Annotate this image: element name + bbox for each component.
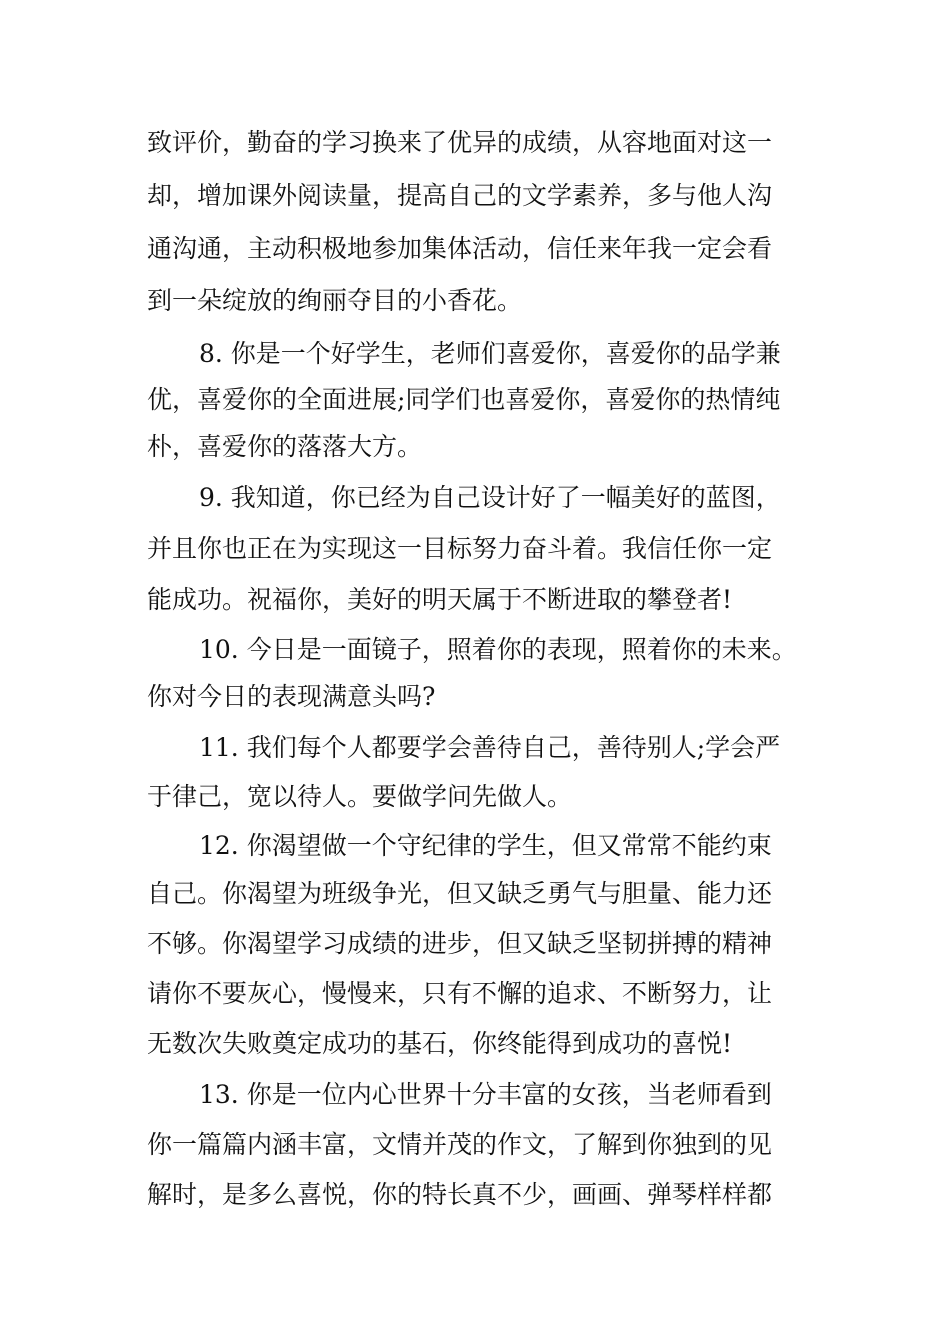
text-line: 致评价，勤奋的学习换来了优异的成绩，从容地面对这一	[147, 128, 773, 157]
text-line: 10. 今日是一面镜子，照着你的表现，照着你的未来。	[199, 635, 797, 664]
text-line: 12. 你渴望做一个守纪律的学生，但又常常不能约束	[199, 831, 772, 860]
text-line: 8. 你是一个好学生，老师们喜爱你，喜爱你的品学兼	[199, 339, 781, 368]
text-line: 解时，是多么喜悦，你的特长真不少，画画、弹琴样样都	[147, 1180, 773, 1209]
text-line: 自己。你渴望为班级争光，但又缺乏勇气与胆量、能力还	[147, 879, 773, 908]
text-line: 请你不要灰心，慢慢来，只有不懈的追求、不断努力，让	[147, 979, 773, 1008]
text-line: 11. 我们每个人都要学会善待自己，善待别人;学会严	[199, 733, 781, 762]
text-line: 到一朵绽放的绚丽夺目的小香花。	[147, 286, 523, 315]
text-line: 优，喜爱你的全面进展;同学们也喜爱你，喜爱你的热情纯	[147, 385, 781, 414]
text-line: 不够。你渴望学习成绩的进步，但又缺乏坚韧拼搏的精神	[147, 929, 773, 958]
text-line: 通沟通，主动积极地参加集体活动，信任来年我一定会看	[147, 234, 773, 263]
text-line: 13. 你是一位内心世界十分丰富的女孩，当老师看到	[199, 1080, 772, 1109]
text-line: 并且你也正在为实现这一目标努力奋斗着。我信任你一定	[147, 534, 773, 563]
text-line: 无数次失败奠定成功的基石，你终能得到成功的喜悦!	[147, 1029, 733, 1058]
text-line: 于律己，宽以待人。要做学问先做人。	[147, 782, 573, 811]
text-line: 却，增加课外阅读量，提高自己的文学素养，多与他人沟	[147, 181, 773, 210]
text-line: 9. 我知道，你已经为自己设计好了一幅美好的蓝图，	[199, 483, 781, 512]
text-line: 朴，喜爱你的落落大方。	[147, 432, 423, 461]
text-line: 能成功。祝福你，美好的明天属于不断进取的攀登者!	[147, 585, 733, 614]
text-line: 你对今日的表现满意头吗?	[147, 682, 436, 711]
text-line: 你一篇篇内涵丰富，文情并茂的作文，了解到你独到的见	[147, 1130, 773, 1159]
